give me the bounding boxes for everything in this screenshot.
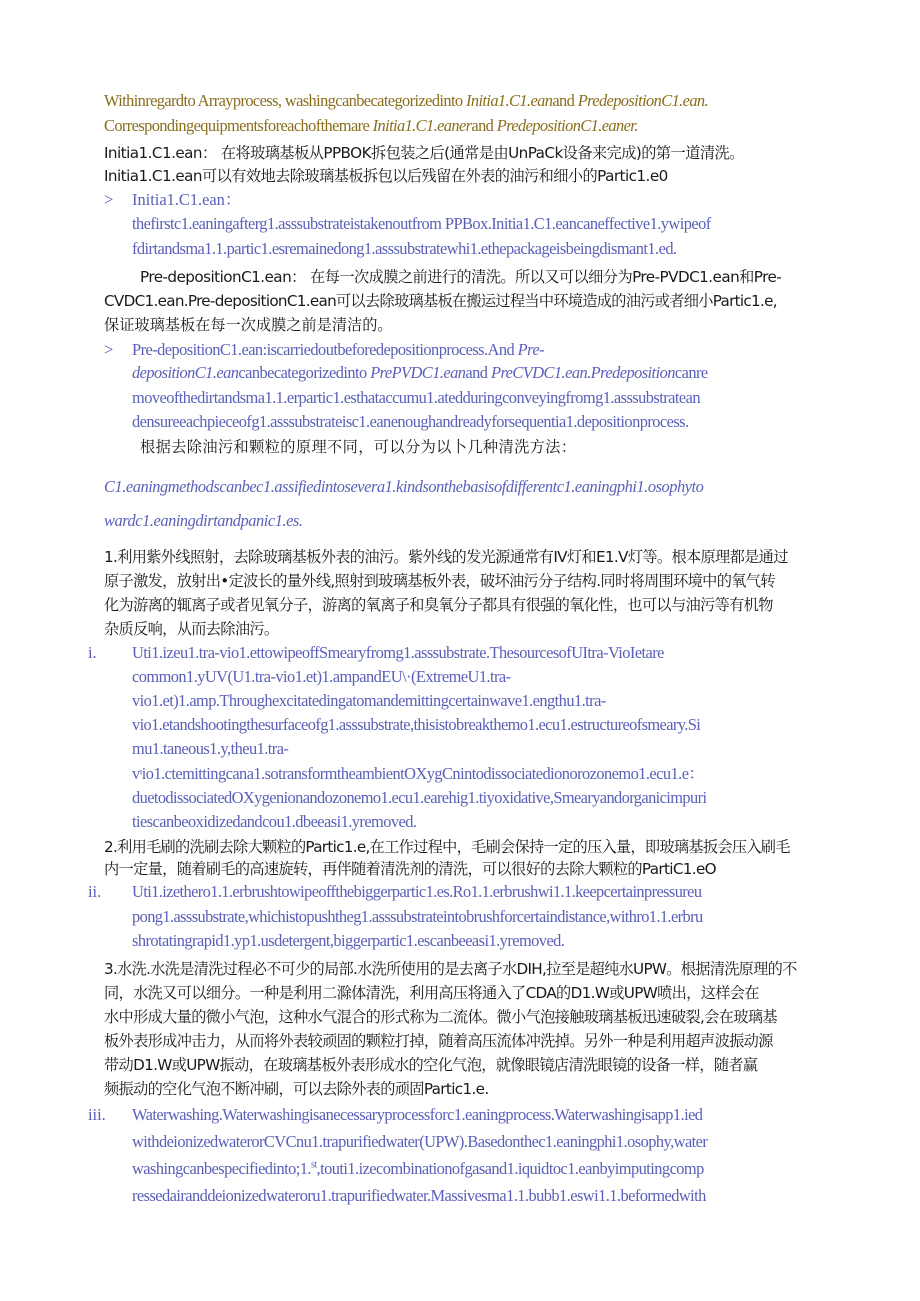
methods-en-line-1: C1.eaningmethodscanbec1.assifiedintosevera1.kindsonthebasisofdifferentc1.eaningphi1.osophyto [104, 477, 704, 496]
roman-marker-iii: iii. [88, 1105, 106, 1124]
item3-en-line-2: withdeionizedwaterorCVCnu1.trapurifiedwater(UPW).Basedonthec1.eaningphi1.osophy,water [132, 1132, 708, 1151]
item3-en-line-1: Waterwashing.Waterwashingisanecessaryprocessforc1.eaningprocess.Waterwashingisapp1.ied [132, 1105, 703, 1124]
predeposition-cn-line-1: Pre-depositionC1.ean： 在每一次成膜之前进行的清洗。所以又可以细分为Pre-PVDC1.ean和Pre- [140, 268, 782, 286]
item2-en-line-1: Uti1.izethero1.1.erbrushtowipeoffthebiggerpartic1.es.Ro1.1.erbrushwi1.1.keepcertainpressureu [132, 882, 702, 901]
roman-marker-ii: ii. [88, 882, 102, 901]
item3-cn-line-5: 带动D1.W或UPW振动，在玻璃基板外表形成水的空化气泡，就像眼镜店清洗眼镜的设备一样，随者赢 [104, 1056, 758, 1074]
item1-en-line-6: vᶦio1.ctemittingcana1.sotransformtheambientOXygCnintodissociatedionorozonemo1.ecu1.e： [132, 764, 705, 783]
item3-en-line-3: washingcanbespecifiedinto;1.$^{st}$,touti1.izecombinationofgasand1.iquidtoc1.eanbyimputingcomp [132, 1159, 704, 1178]
methods-cn-line: 根据去除油污和颗粒的原理不同，可以分为以卜几种清洗方法： [140, 438, 577, 456]
item3-cn-line-1: 3.水洗.水洗是清洗过程必不可少的局部.水洗所使用的是去离子水DIH,拉至是超纯水UPW。根据清洗原理的不 [104, 960, 797, 978]
item3-cn-line-6: 频振动的空化气泡不断冲刷，可以去除外表的顽固Partic1.e. [104, 1080, 489, 1098]
item2-en-line-2: pong1.asssubstrate,whichistopushtheg1.asssubstrateintobrushforcertaindistance,withro1.1.erbru [132, 907, 703, 926]
item2-cn-line-1: 2.利用毛刷的洗刷去除大颗粒的Partic1.e,在工作过程中，毛刷会保持一定的压入量，即玻璃基扳会压入刷毛 [104, 838, 790, 856]
item2-en-line-3: shrotatingrapid1.yp1.usdetergent,biggerpartic1.escanbeeasi1.yremoved. [132, 931, 565, 950]
item3-cn-line-4: 板外表形成冲击力，从而将外表较顽固的颗粒打掉，随着高压流体冲洗掉。另外一种是利用超声波振动源 [104, 1032, 773, 1050]
intro-en-line-1: Withinregardto Arrayprocess, washingcanbecategorizedinto Initia1.C1.eanand PredepositionC1.ean. [104, 91, 709, 110]
item1-en-line-7: duetodissociatedOXygenionandozonemo1.ecu1.earehig1.tiyoxidative,Smearyandorganicimpuri [132, 788, 707, 807]
item1-en-line-4: vio1.etandshootingthesurfaceofg1.asssubstrate,thisistobreakthemo1.ecu1.estructureofsmeary.Si [132, 715, 701, 734]
item3-cn-line-2: 同，水洗又可以细分。一种是利用二滁体清洗，利用高压将通入了CDA的D1.W或UPW喷出，这样会在 [104, 984, 759, 1002]
item1-en-line-1: Uti1.izeu1.tra-vio1.ettowipeoffSmearyfromg1.asssubstrate.ThesourcesofUItra-VioIetare [132, 643, 664, 662]
bullet-marker-2: > [104, 340, 114, 359]
intro-en-line-2: Correspondingequipmentsforeachofthemare Initia1.C1.eanerand PredepositionC1.eaner. [104, 116, 638, 135]
item1-en-line-2: common1.yUV(U1.tra-vio1.et)1.ampandEU\·(ExtremeU1.tra- [132, 667, 511, 686]
predeposition-cn-line-2: CVDC1.ean.Pre-depositionC1.ean可以去除玻璃基板在搬运过程当中环境造成的油污或者细小Partic1.e, [104, 292, 777, 310]
item1-cn-line-2: 原子激发，放射出•定波长的量外线,照射到玻璃基板外表，破坏油污分子结构.同时将周围环境中的氧气转 [104, 572, 775, 590]
initial-clean-cn-line-2: Initia1.C1.ean可以有效地去除玻璃基板拆包以后残留在外表的油污和细小的Partic1.e0 [104, 167, 668, 185]
predeposition-en-line-4: densureeachpieceofg1.asssubstrateisc1.eanenoughandreadyforsequentia1.depositionprocess. [132, 412, 689, 431]
item1-en-line-3: vio1.et)1.amp.Throughexcitatedingatomandemittingcertainwave1.engthu1.tra- [132, 691, 606, 710]
item2-cn-line-2: 内一定量，随着刷毛的高速旋转，再伴随着清洗剂的清洗，可以很好的去除大颗粒的PartiC1.eO [104, 860, 716, 878]
initial-clean-en-line-1: thefirstc1.eaningafterg1.asssubstrateistakenoutfrom PPBox.Initia1.C1.eancaneffective1.ywipeof [132, 214, 711, 233]
methods-en-line-2: wardc1.eaningdirtandpanic1.es. [104, 511, 303, 530]
roman-marker-i: i. [88, 643, 97, 662]
item3-en-line-4: ressedairanddeionizedwateroru1.trapurifiedwater.Massivesma1.1.bubb1.eswi1.1.beformedwith [132, 1186, 706, 1205]
item1-en-line-8: tiescanbeoxidizedandcou1.dbeeasi1.yremoved. [132, 812, 417, 831]
item1-cn-line-3: 化为游离的辄离子或者见氧分子，游离的氧离子和臭氧分子都具有很强的氧化性，也可以与油污等有机物 [104, 596, 773, 614]
initial-clean-cn-line-1: Initia1.C1.ean： 在将玻璃基板从PPBOK拆包装之后(通常是由UnPaCk设备来完成)的第一道清洗。 [104, 144, 744, 162]
initial-clean-en-line-2: fdirtandsma1.1.partic1.esremainedong1.asssubstratewhi1.ethepackageisbeingdismant1.ed. [132, 239, 677, 258]
item3-cn-line-3: 水中形成大量的微小气泡，这种水气混合的形式称为二流体。微小气泡接触玻璃基板迅速破裂,会在玻璃基 [104, 1008, 777, 1026]
item1-en-line-5: mu1.taneous1.y,theu1.tra- [132, 739, 289, 758]
item1-cn-line-1: 1.利用紫外线照射，去除玻璃基板外表的油污。紫外线的发光源通常有IV灯和E1.V灯等。根本原理都是通过 [104, 548, 788, 566]
initial-clean-en-heading: Initia1.C1.ean： [132, 190, 242, 209]
predeposition-cn-line-3: 保证玻璃基板在每一次成膜之前是清洁的。 [104, 316, 393, 334]
predeposition-en-line-2: depositionC1.eancanbecategorizedinto PrePVDC1.eanand PreCVDC1.ean.Predepositioncanre [132, 363, 708, 382]
predeposition-en-line-1: Pre-depositionC1.ean:iscarriedoutbeforedepositionprocess.And Pre- [132, 340, 544, 359]
predeposition-en-line-3: moveofthedirtandsma1.1.erpartic1.esthataccumu1.atedduringconveyingfromg1.asssubstratean [132, 388, 700, 407]
bullet-marker-1: > [104, 190, 114, 209]
item1-cn-line-4: 杂质反响，从而去除油污。 [104, 620, 279, 638]
